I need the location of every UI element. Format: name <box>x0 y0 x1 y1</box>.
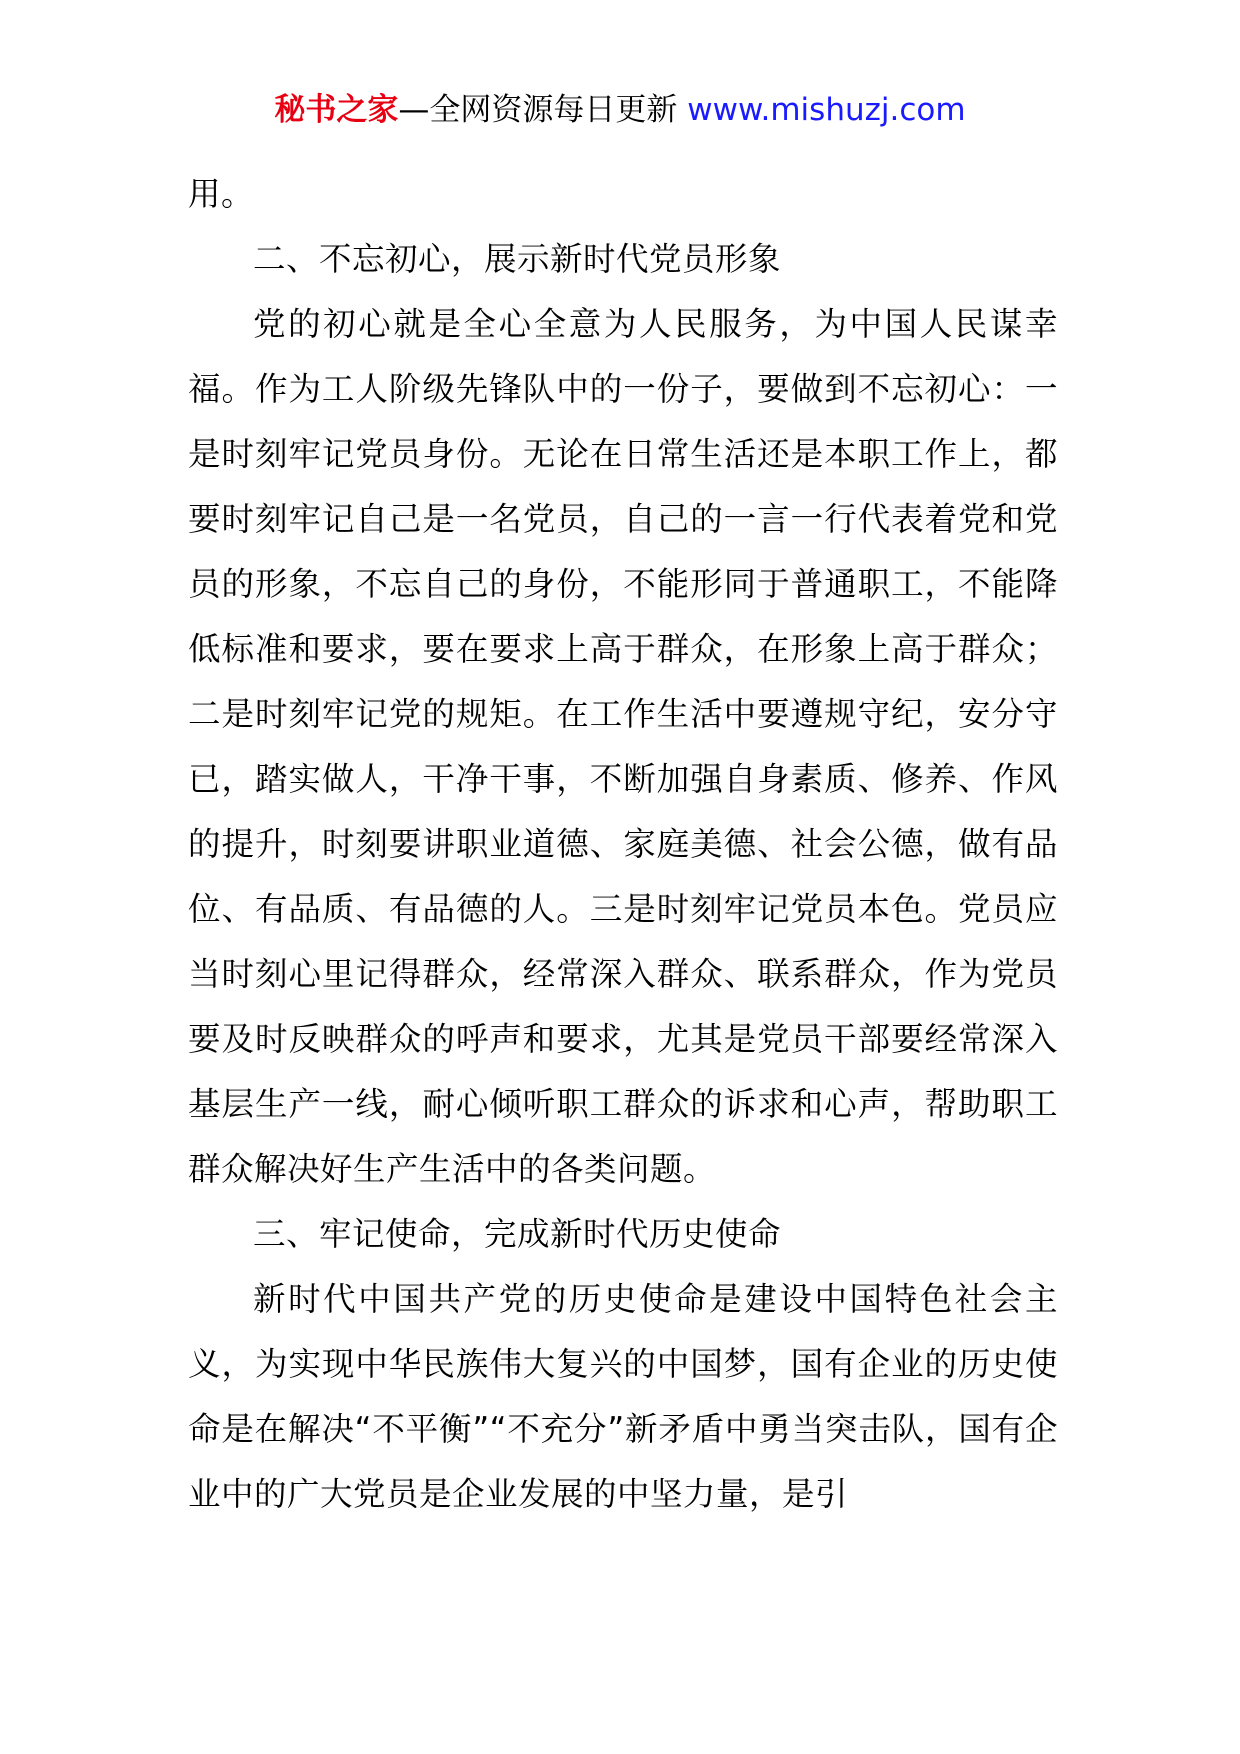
site-tagline: —全网资源每日更新 <box>398 92 678 128</box>
site-url-link[interactable]: www.mishuzj.com <box>687 92 966 128</box>
paragraph-continuation: 用。 <box>188 175 255 213</box>
page-header <box>0 88 1240 132</box>
site-brand: 秘书之家 <box>274 92 399 128</box>
paragraph: 党的初心就是全心全意为人民服务，为中国人民谋幸福。作为工人阶级先锋队中的一份子，要做到不忘初心：一是时刻牢记党员身份。无论在日常生活还是本职工作上，都要时刻牢记自己是一名党员，自己的一言一行代表着党和党员的形象，不忘自己的身份，不能形同于普通职工，不能降低标准和要求，要在要求上高于群众，在形象上高于群众；二是时刻牢记党的规矩。在工作生活中要遵规守纪，安分守已，踏实做人，干净干事，不断加强自身素质、修养、作风的提升，时刻要讲职业道德、家庭美德、社会公德，做有品位、有品质、有品德的人。三是时刻牢记党员本色。党员应当时刻心里记得群众，经常深入群众、联系群众，作为党员要及时反映群众的呼声和要求，尤其是党员干部要经常深入基层生产一线，耐心倾听职工群众的诉求和心声，帮助职工群众解决好生产生活中的各类问题。 <box>188 305 1058 1188</box>
paragraph: 新时代中国共产党的历史使命是建设中国特色社会主义，为实现中华民族伟大复兴的中国梦，国有企业的历史使命是在解决“不平衡”“不充分”新矛盾中勇当突击队，国有企业中的广大党员是企业发展的中坚力量，是引 <box>188 1280 1058 1513</box>
section-heading-3: 三、牢记使命，完成新时代历史使命 <box>253 1215 782 1253</box>
document-body <box>188 162 1058 1527</box>
section-heading-2: 二、不忘初心，展示新时代党员形象 <box>253 240 782 278</box>
